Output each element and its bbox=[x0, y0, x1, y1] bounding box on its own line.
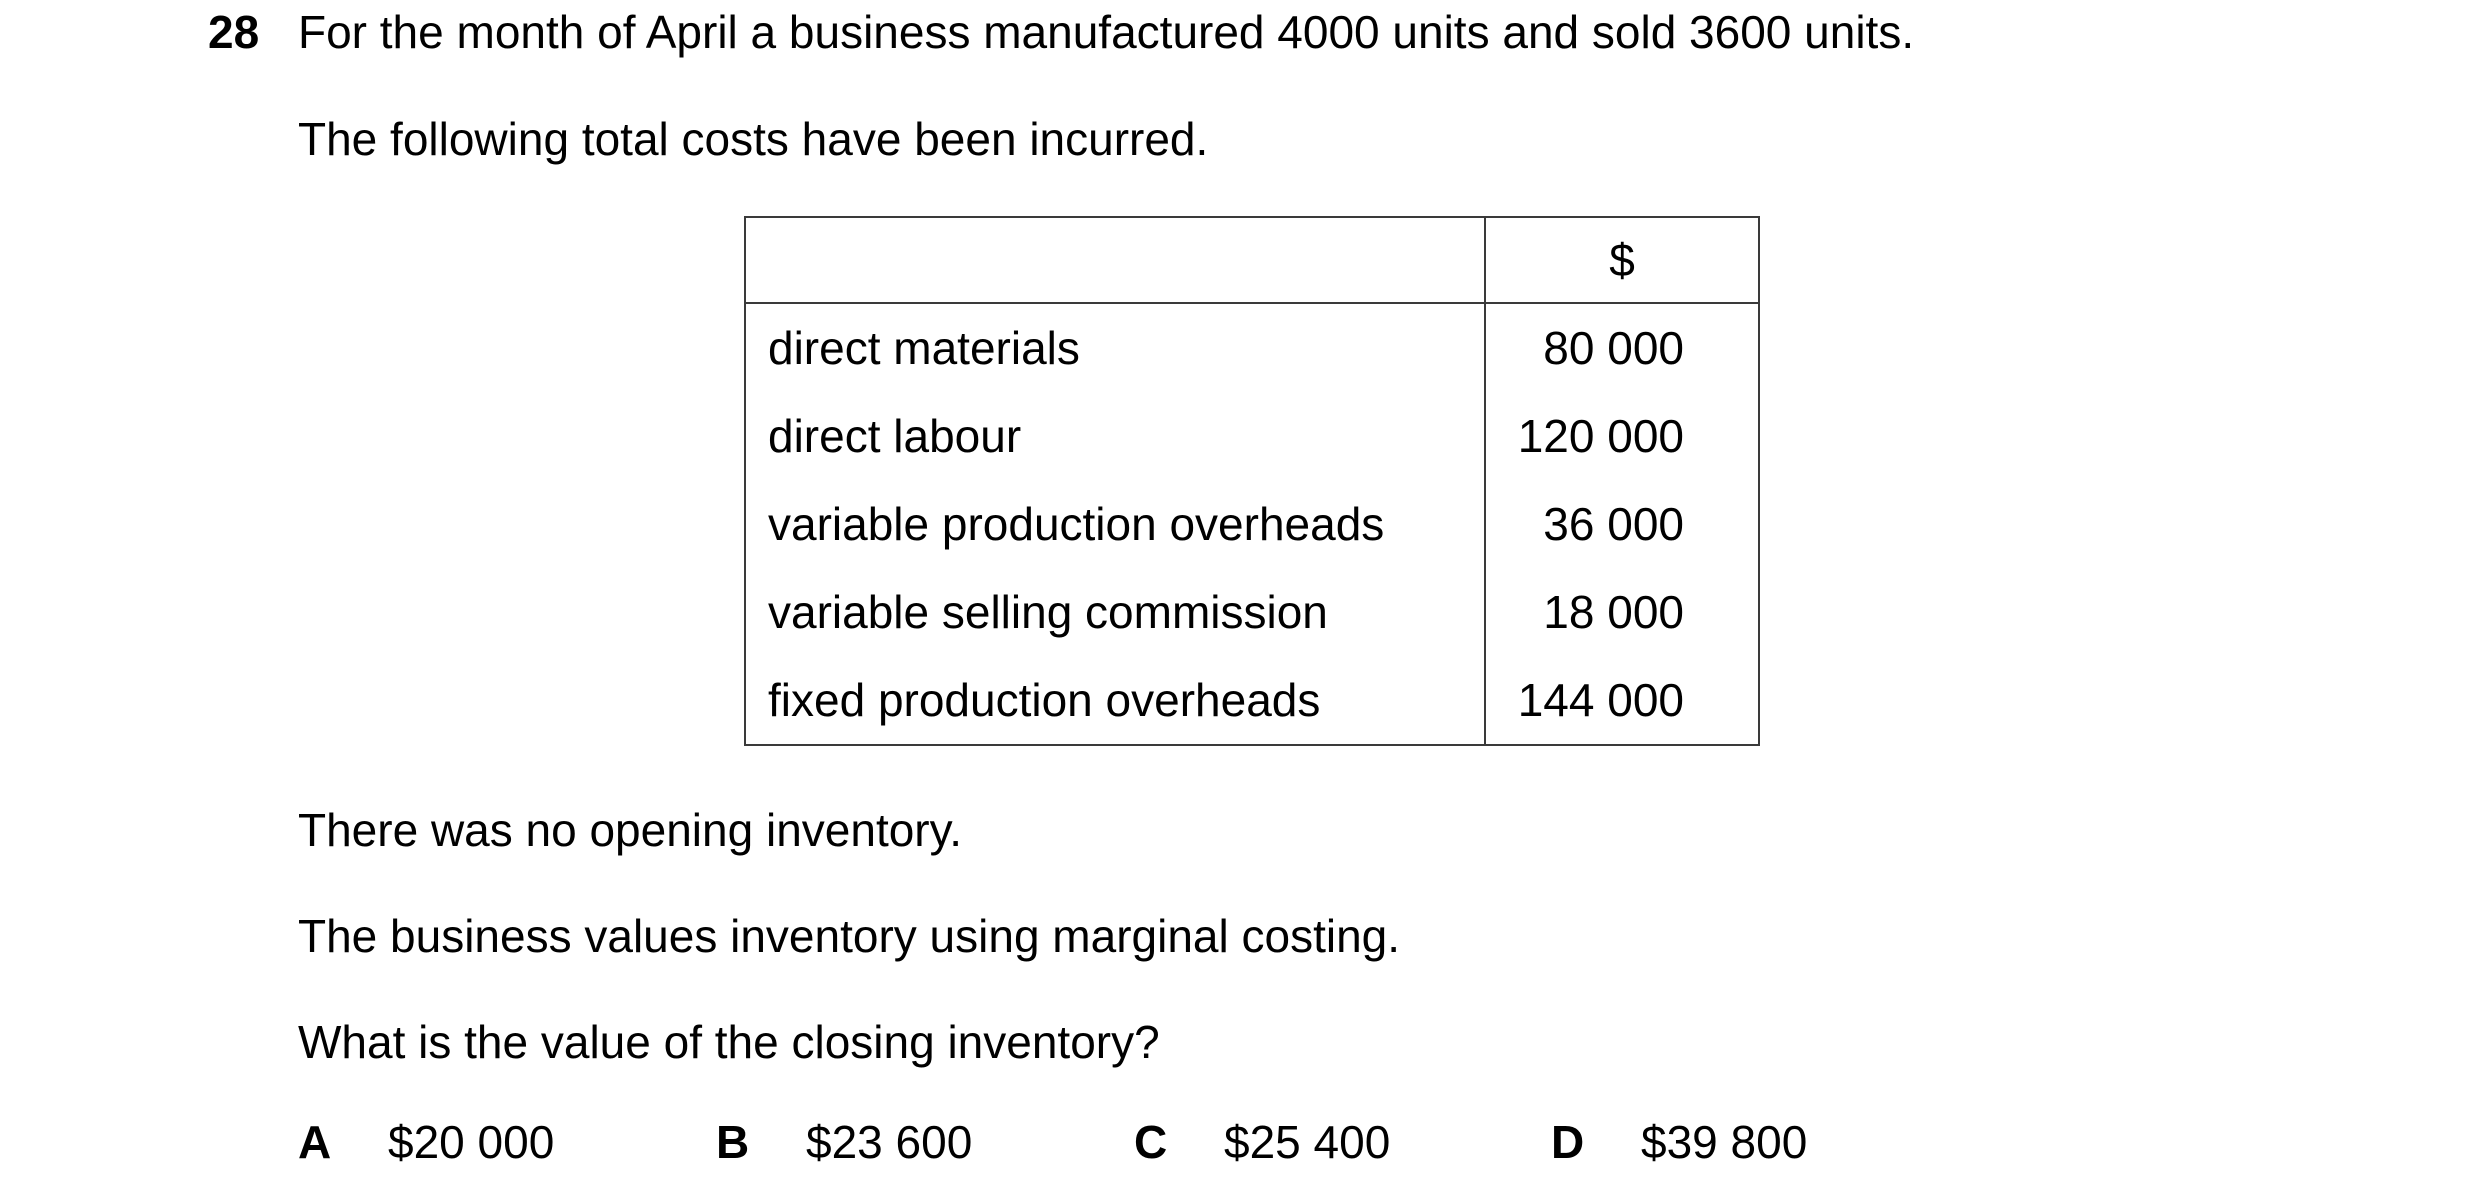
option-letter: D bbox=[1551, 1116, 1585, 1168]
answer-option-d[interactable] bbox=[1551, 1116, 1808, 1168]
cost-item: variable selling commission bbox=[745, 568, 1485, 656]
table-row bbox=[745, 303, 1759, 392]
option-value: $39 800 bbox=[1641, 1116, 1808, 1168]
option-value: $23 600 bbox=[806, 1116, 973, 1168]
question-number: 28 bbox=[208, 6, 260, 58]
answer-option-b[interactable] bbox=[716, 1116, 973, 1168]
cost-amount: 18 000 bbox=[1485, 568, 1759, 656]
table-intro: The following total costs have been incurred. bbox=[298, 113, 1209, 165]
table-row bbox=[745, 568, 1759, 656]
table-row bbox=[745, 656, 1759, 745]
question-stem: For the month of April a business manufactured 4000 units and sold 3600 units. bbox=[298, 6, 1915, 58]
option-value: $20 000 bbox=[388, 1116, 555, 1168]
option-letter: C bbox=[1134, 1116, 1168, 1168]
option-value: $25 400 bbox=[1224, 1116, 1391, 1168]
cost-amount: 36 000 bbox=[1485, 480, 1759, 568]
table-row bbox=[745, 392, 1759, 480]
cost-item: direct materials bbox=[745, 303, 1485, 392]
note-costing-method: The business values inventory using marginal costing. bbox=[298, 910, 1401, 962]
table-header-row bbox=[745, 217, 1759, 303]
cost-amount: 144 000 bbox=[1485, 656, 1759, 745]
cost-item: fixed production overheads bbox=[745, 656, 1485, 745]
table-row bbox=[745, 480, 1759, 568]
currency-header: $ bbox=[1485, 217, 1759, 303]
cost-item: direct labour bbox=[745, 392, 1485, 480]
answer-option-c[interactable] bbox=[1134, 1116, 1391, 1168]
option-letter: A bbox=[298, 1116, 332, 1168]
answer-option-a[interactable] bbox=[298, 1116, 555, 1168]
option-letter: B bbox=[716, 1116, 750, 1168]
header-item-cell bbox=[745, 217, 1485, 303]
cost-amount: 80 000 bbox=[1485, 303, 1759, 392]
cost-table bbox=[744, 216, 1760, 746]
cost-amount: 120 000 bbox=[1485, 392, 1759, 480]
cost-item: variable production overheads bbox=[745, 480, 1485, 568]
question-prompt: What is the value of the closing inventory? bbox=[298, 1016, 1160, 1068]
note-opening-inventory: There was no opening inventory. bbox=[298, 804, 962, 856]
